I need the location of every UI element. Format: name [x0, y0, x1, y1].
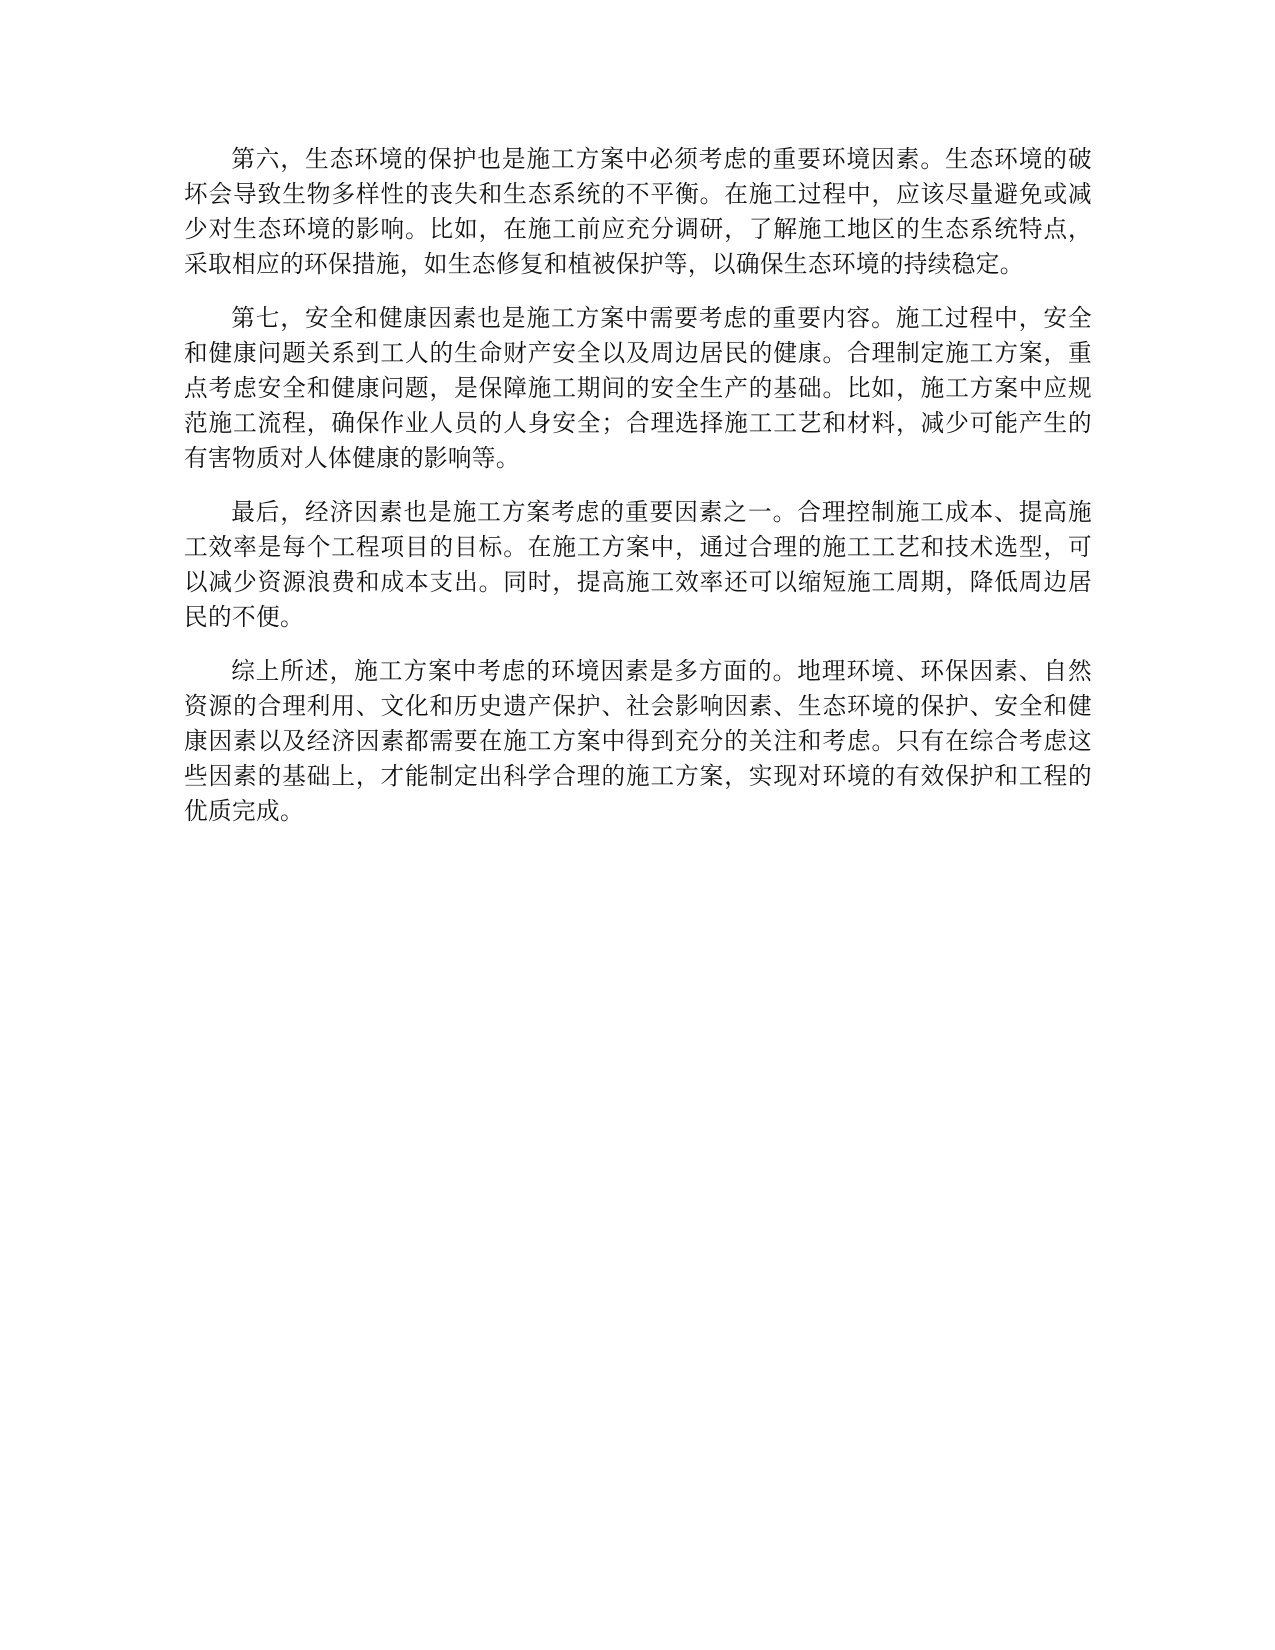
paragraph-economy: 最后，经济因素也是施工方案考虑的重要因素之一。合理控制施工成本、提高施工效率是每个工程项目的目标。在施工方案中，通过合理的施工工艺和技术选型，可以减少资源浪费和成本支出。同时，提高施工效率还可以缩短施工周期，降低周边居民的不便。 [184, 498, 1092, 631]
paragraph-summary: 综上所述，施工方案中考虑的环境因素是多方面的。地理环境、环保因素、自然资源的合理利用、文化和历史遗产保护、社会影响因素、生态环境的保护、安全和健康因素以及经济因素都需要在施工方案中得到充分的关注和考虑。只有在综合考虑这些因素的基础上，才能制定出科学合理的施工方案，实现对环境的有效保护和工程的优质完成。 [184, 657, 1092, 825]
document-body [184, 142, 1092, 848]
paragraph-safety-health: 第七，安全和健康因素也是施工方案中需要考虑的重要内容。施工过程中，安全和健康问题关系到工人的生命财产安全以及周边居民的健康。合理制定施工方案，重点考虑安全和健康问题，是保障施工期间的安全生产的基础。比如，施工方案中应规范施工流程，确保作业人员的人身安全；合理选择施工工艺和材料，减少可能产生的有害物质对人体健康的影响等。 [184, 304, 1092, 472]
paragraph-ecology: 第六，生态环境的保护也是施工方案中必须考虑的重要环境因素。生态环境的破坏会导致生物多样性的丧失和生态系统的不平衡。在施工过程中，应该尽量避免或减少对生态环境的影响。比如，在施工前应充分调研，了解施工地区的生态系统特点，采取相应的环保措施，如生态修复和植被保护等，以确保生态环境的持续稳定。 [184, 145, 1092, 278]
